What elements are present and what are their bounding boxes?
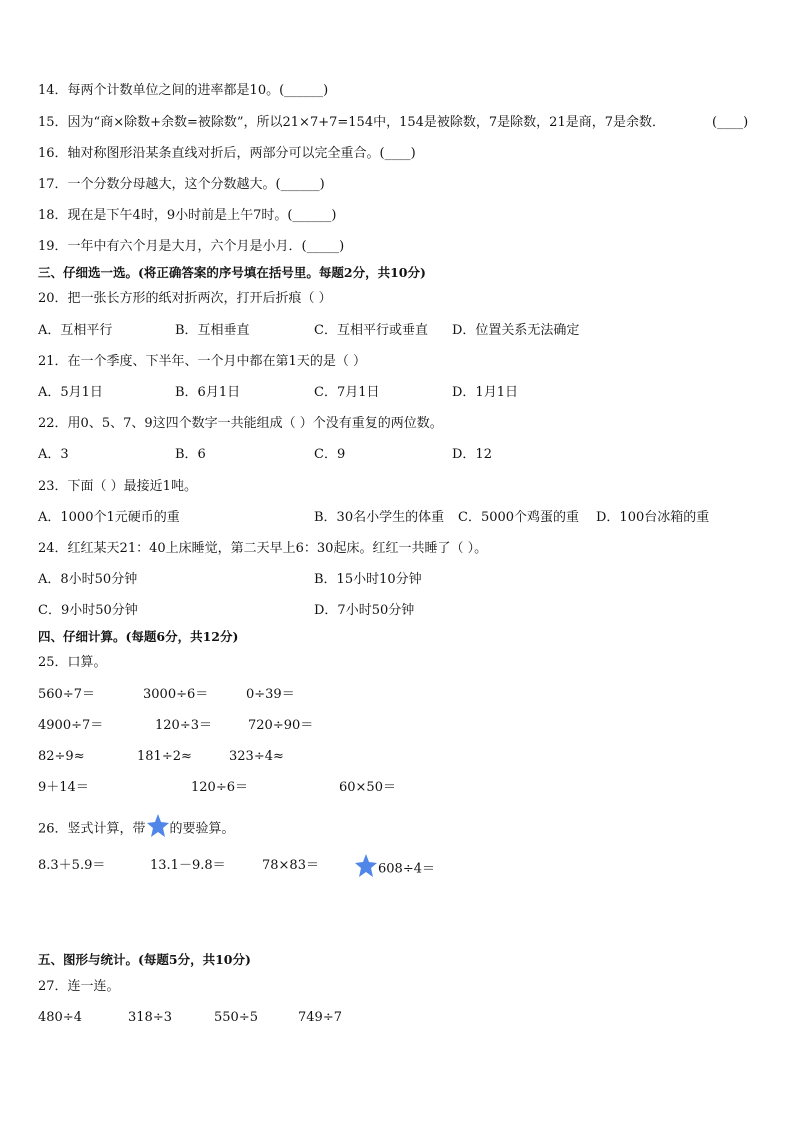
question-26-text-pre: 26．竖式计算，带: [38, 821, 146, 837]
question-19: 19．一年中有六个月是大月，六个月是小月．(_____): [38, 239, 345, 254]
vertical-calc-item: 608÷4＝: [378, 861, 435, 877]
q24-option-b: B．15小时10分钟: [314, 572, 422, 587]
q21-option-b: B．6月1日: [175, 385, 241, 400]
calc-item: 9＋14＝: [38, 780, 89, 795]
q22-option-c: C．9: [314, 447, 346, 462]
calc-item: 560÷7＝: [38, 687, 95, 702]
q20-option-c: C．互相平行或垂直: [314, 323, 428, 338]
q21-option-a: A．5月1日: [38, 385, 103, 400]
calc-item: 82÷9≈: [38, 749, 85, 764]
q22-option-b: B．6: [175, 447, 206, 462]
star-icon: [354, 853, 378, 885]
section-3-heading: 三、仔细选一选。(将正确答案的序号填在括号里。每题2分，共10分): [38, 265, 426, 280]
calc-item: 3000÷6＝: [143, 687, 209, 702]
question-26: [38, 813, 235, 845]
question-24: 24．红红某天21：40上床睡觉，第二天早上6：30起床。红红一共睡了（ ）。: [38, 541, 488, 556]
calc-item: 0÷39＝: [246, 687, 295, 702]
q20-option-b: B．互相垂直: [175, 323, 250, 338]
question-26-text-post: 的要验算。: [169, 821, 235, 837]
vertical-calc-item: 78×83＝: [262, 858, 319, 873]
q22-option-d: D．12: [452, 447, 492, 462]
calc-item: 181÷2≈: [137, 749, 192, 764]
question-15-blank: (____): [712, 115, 749, 130]
calc-item: 720÷90＝: [248, 718, 314, 733]
vertical-calc-item-starred: [354, 853, 435, 885]
question-25: 25．口算。: [38, 655, 107, 670]
question-23: 23．下面（ ）最接近1吨。: [38, 479, 197, 494]
calc-item: 323÷4≈: [229, 749, 284, 764]
vertical-calc-item: 13.1－9.8＝: [150, 858, 226, 873]
calc-item: 120÷6＝: [191, 780, 248, 795]
match-item: 550÷5: [214, 1010, 258, 1025]
q24-option-c: C．9小时50分钟: [38, 603, 138, 618]
calc-item: 4900÷7＝: [38, 718, 104, 733]
q21-option-c: C．7月1日: [314, 385, 380, 400]
q20-option-d: D．位置关系无法确定: [452, 323, 580, 338]
q21-option-d: D．1月1日: [452, 385, 518, 400]
match-item: 480÷4: [38, 1010, 82, 1025]
q20-option-a: A．互相平行: [38, 323, 113, 338]
question-14: 14．每两个计数单位之间的进率都是10。(______): [38, 83, 329, 98]
q23-option-a: A．1000个1元硬币的重: [38, 510, 180, 525]
q24-option-d: D．7小时50分钟: [314, 603, 415, 618]
question-15: 15．因为“商×除数+余数=被除数”，所以21×7+7=154中，154是被除数，7是除数，21是商，7是余数．: [38, 115, 665, 130]
q24-option-a: A．8小时50分钟: [38, 572, 138, 587]
calc-item: 60×50＝: [339, 780, 396, 795]
vertical-calc-item: 8.3＋5.9＝: [38, 858, 106, 873]
calc-item: 120÷3＝: [155, 718, 212, 733]
question-21: 21．在一个季度、下半年、一个月中都在第1天的是（ ）: [38, 354, 366, 369]
question-27: 27．连一连。: [38, 979, 120, 994]
question-17: 17．一个分数分母越大，这个分数越大。(______): [38, 177, 325, 192]
question-18: 18．现在是下午4时，9小时前是上午7时。(______): [38, 208, 337, 223]
match-item: 749÷7: [298, 1010, 342, 1025]
question-22: 22．用0、5、7、9这四个数字一共能组成（ ）个没有重复的两位数。: [38, 416, 443, 431]
star-icon: [146, 813, 170, 845]
q23-option-b: B．30名小学生的体重: [314, 510, 445, 525]
q23-option-c: C．5000个鸡蛋的重: [458, 510, 580, 525]
section-4-heading: 四、仔细计算。(每题6分，共12分): [38, 629, 239, 644]
section-5-heading: 五、图形与统计。(每题5分，共10分): [38, 952, 251, 967]
question-20: 20．把一张长方形的纸对折两次，打开后折痕（ ）: [38, 291, 332, 306]
q22-option-a: A．3: [38, 447, 69, 462]
question-16: 16．轴对称图形沿某条直线对折后，两部分可以完全重合。(____): [38, 146, 416, 161]
match-item: 318÷3: [128, 1010, 172, 1025]
q23-option-d: D．100台冰箱的重: [596, 510, 710, 525]
